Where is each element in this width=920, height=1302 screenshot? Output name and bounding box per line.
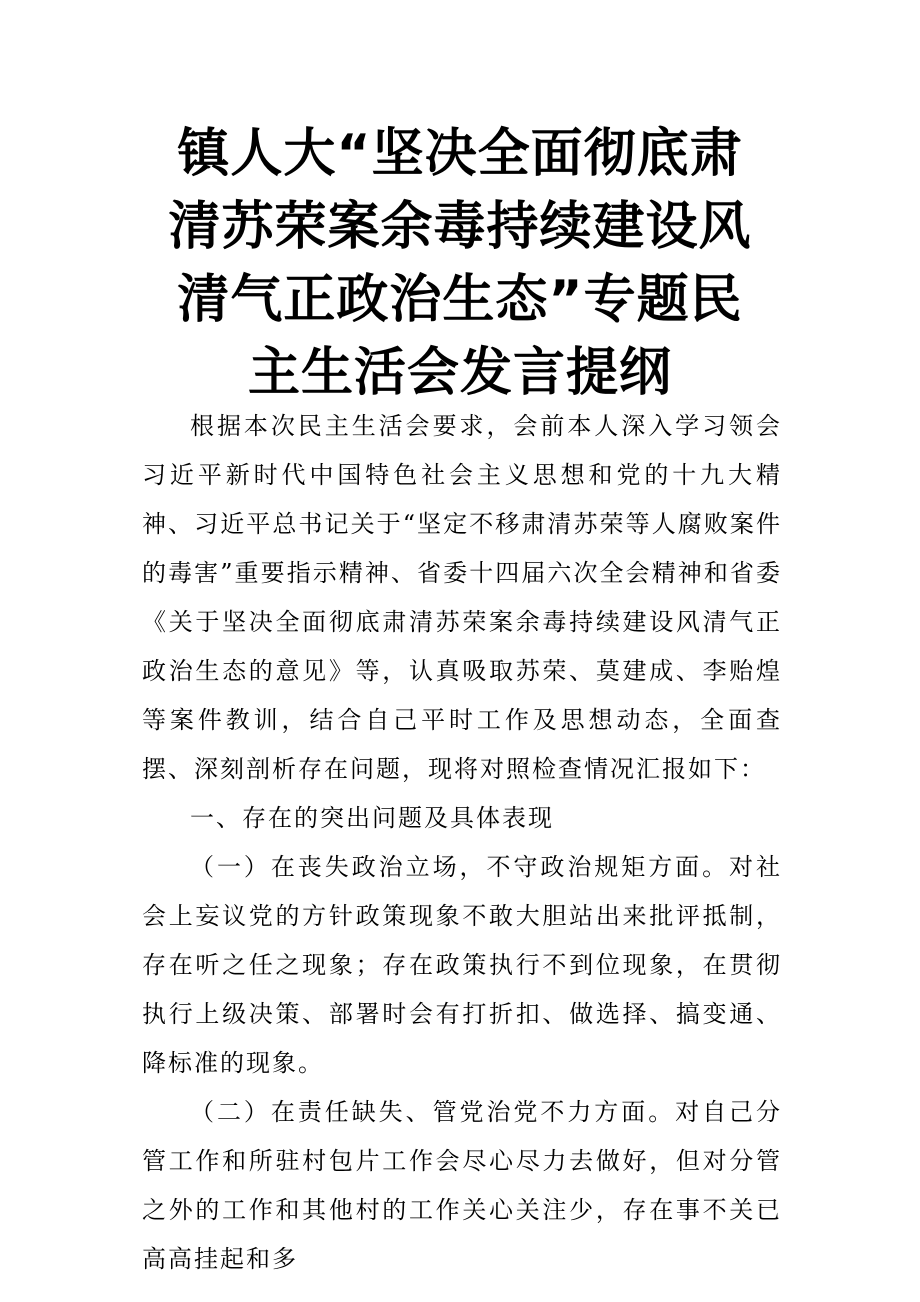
intro-paragraph: 根据本次民主生活会要求，会前本人深入学习领会习近平新时代中国特色社会主义思想和党的十九大精神、习近平总书记关于“坚定不移肃清苏荣等人腐败案件的毒害”重要指示精神、省委十四届六次全会精神和省委《关于坚决全面彻底肃清苏荣案余毒持续建设风清气正政治生态的意见》等，认真吸取苏荣、莫建成、李贻煌等案件教训，结合自己平时工作及思想动态，全面查摆、深刻剖析存在问题，现将对照检查情况汇报如下： (142, 412, 782, 783)
item-paragraph-2: （二）在责任缺失、管党治党不力方面。对自己分管工作和所驻村包片工作会尽心尽力去做好，但对分管之外的工作和其他村的工作关心关注少，存在事不关已高高挂起和多 (142, 1098, 782, 1273)
title-line-4: 主生活会发言提纲 (247, 343, 672, 403)
document-title (140, 118, 780, 410)
section-heading: 一、存在的突出问题及具体表现 (190, 804, 554, 832)
document-body (142, 402, 782, 1273)
title-line-1: 镇人大“坚决全面彻底肃 (177, 124, 743, 184)
title-line-2: 清苏荣案余毒持续建设风 (168, 197, 752, 257)
item-paragraph-1: （一）在丧失政治立场，不守政治规矩方面。对社会上妄议党的方针政策现象不敢大胆站出来批评抵制，存在听之任之现象；存在政策执行不到位现象，在贯彻执行上级决策、部署时会有打折扣、做选择、搞变通、降标准的现象。 (142, 853, 782, 1077)
title-line-3: 清气正政治生态”专题民 (177, 270, 743, 330)
